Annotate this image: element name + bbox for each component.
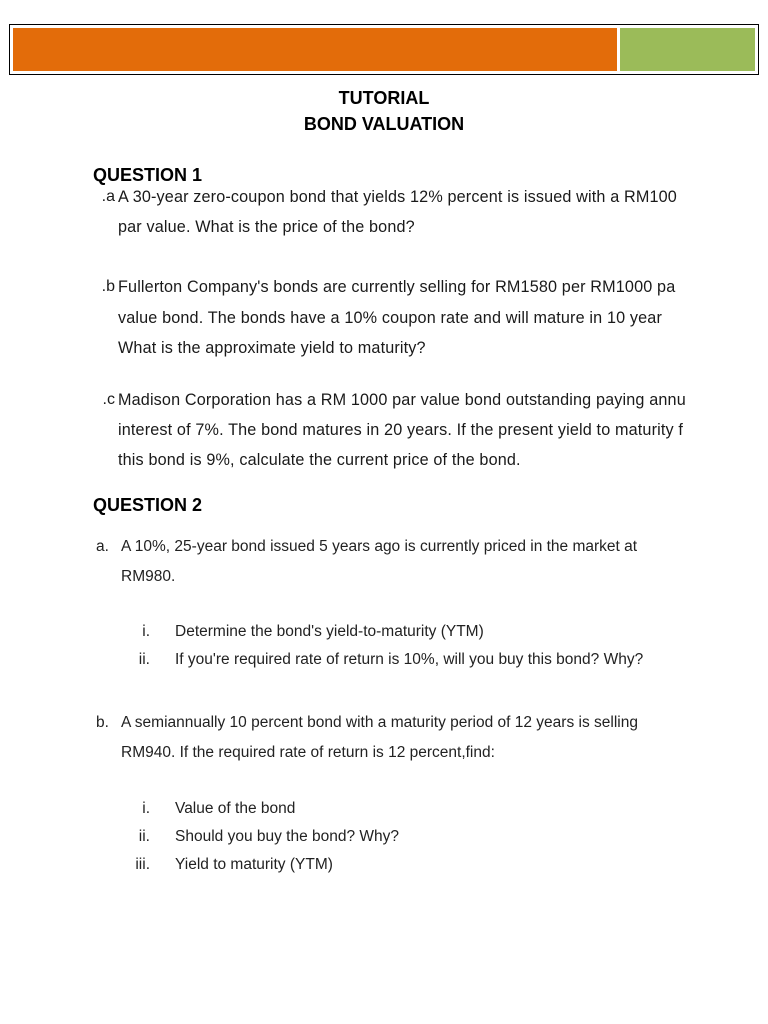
page-title-bond-valuation: BOND VALUATION xyxy=(303,114,465,134)
q2-a-sub-ii-number: ii. xyxy=(138,651,150,668)
header-orange-bar xyxy=(13,28,617,71)
q2-b-sub-i-number: i. xyxy=(142,800,150,817)
q2-b-sub-iii-number: iii. xyxy=(135,856,150,873)
question-2-heading: QUESTION 2 xyxy=(93,495,203,515)
q2-item-a-marker: a. xyxy=(96,538,109,555)
q1-item-b-line-2: value bond. The bonds have a 10% coupon rate and will mature in 10 year xyxy=(118,309,662,327)
q2-item-b-line-1: A semiannually 10 percent bond with a maturity period of 12 years is selling xyxy=(121,714,638,731)
q1-item-c-line-1: Madison Corporation has a RM 1000 par value bond outstanding paying annu xyxy=(118,391,686,409)
q2-b-sub-ii-text: Should you buy the bond? Why? xyxy=(175,828,400,845)
question-1-heading: QUESTION 1 xyxy=(93,165,203,185)
q2-a-sub-ii-text: If you're required rate of return is 10%, will you buy this bond? Why? xyxy=(175,651,644,668)
header-banner xyxy=(9,24,759,75)
q2-b-sub-ii-number: ii. xyxy=(138,828,150,845)
q1-item-c-line-2: interest of 7%. The bond matures in 20 years. If the present yield to maturity f xyxy=(118,421,684,439)
q2-b-sub-iii-text: Yield to maturity (YTM) xyxy=(175,856,333,873)
q1-item-c-line-3: this bond is 9%, calculate the current price of the bond. xyxy=(118,451,521,469)
q1-item-c-marker: c. xyxy=(102,391,115,408)
q1-item-a-line-1: A 30-year zero-coupon bond that yields 12% percent is issued with a RM100 xyxy=(118,188,677,206)
q2-a-sub-i-text: Determine the bond's yield-to-maturity (YTM) xyxy=(175,623,484,640)
q1-item-a-marker: a. xyxy=(101,188,115,205)
q2-item-b-line-2: RM940. If the required rate of return is 12 percent,find: xyxy=(121,744,495,761)
q2-item-a-line-2: RM980. xyxy=(121,568,176,585)
page-title-tutorial: TUTORIAL xyxy=(338,88,430,108)
q2-item-b-marker: b. xyxy=(96,714,109,731)
q1-item-b-marker: b. xyxy=(101,278,115,295)
q2-item-a-line-1: A 10%, 25-year bond issued 5 years ago is currently priced in the market at xyxy=(121,538,638,555)
q2-a-sub-i-number: i. xyxy=(142,623,150,640)
q1-item-b-line-3: What is the approximate yield to maturity? xyxy=(118,339,426,357)
header-green-bar xyxy=(620,28,755,71)
q1-item-a-line-2: par value. What is the price of the bond? xyxy=(118,218,415,236)
q2-b-sub-i-text: Value of the bond xyxy=(175,800,296,817)
q1-item-b-line-1: Fullerton Company's bonds are currently selling for RM1580 per RM1000 pa xyxy=(118,278,676,296)
